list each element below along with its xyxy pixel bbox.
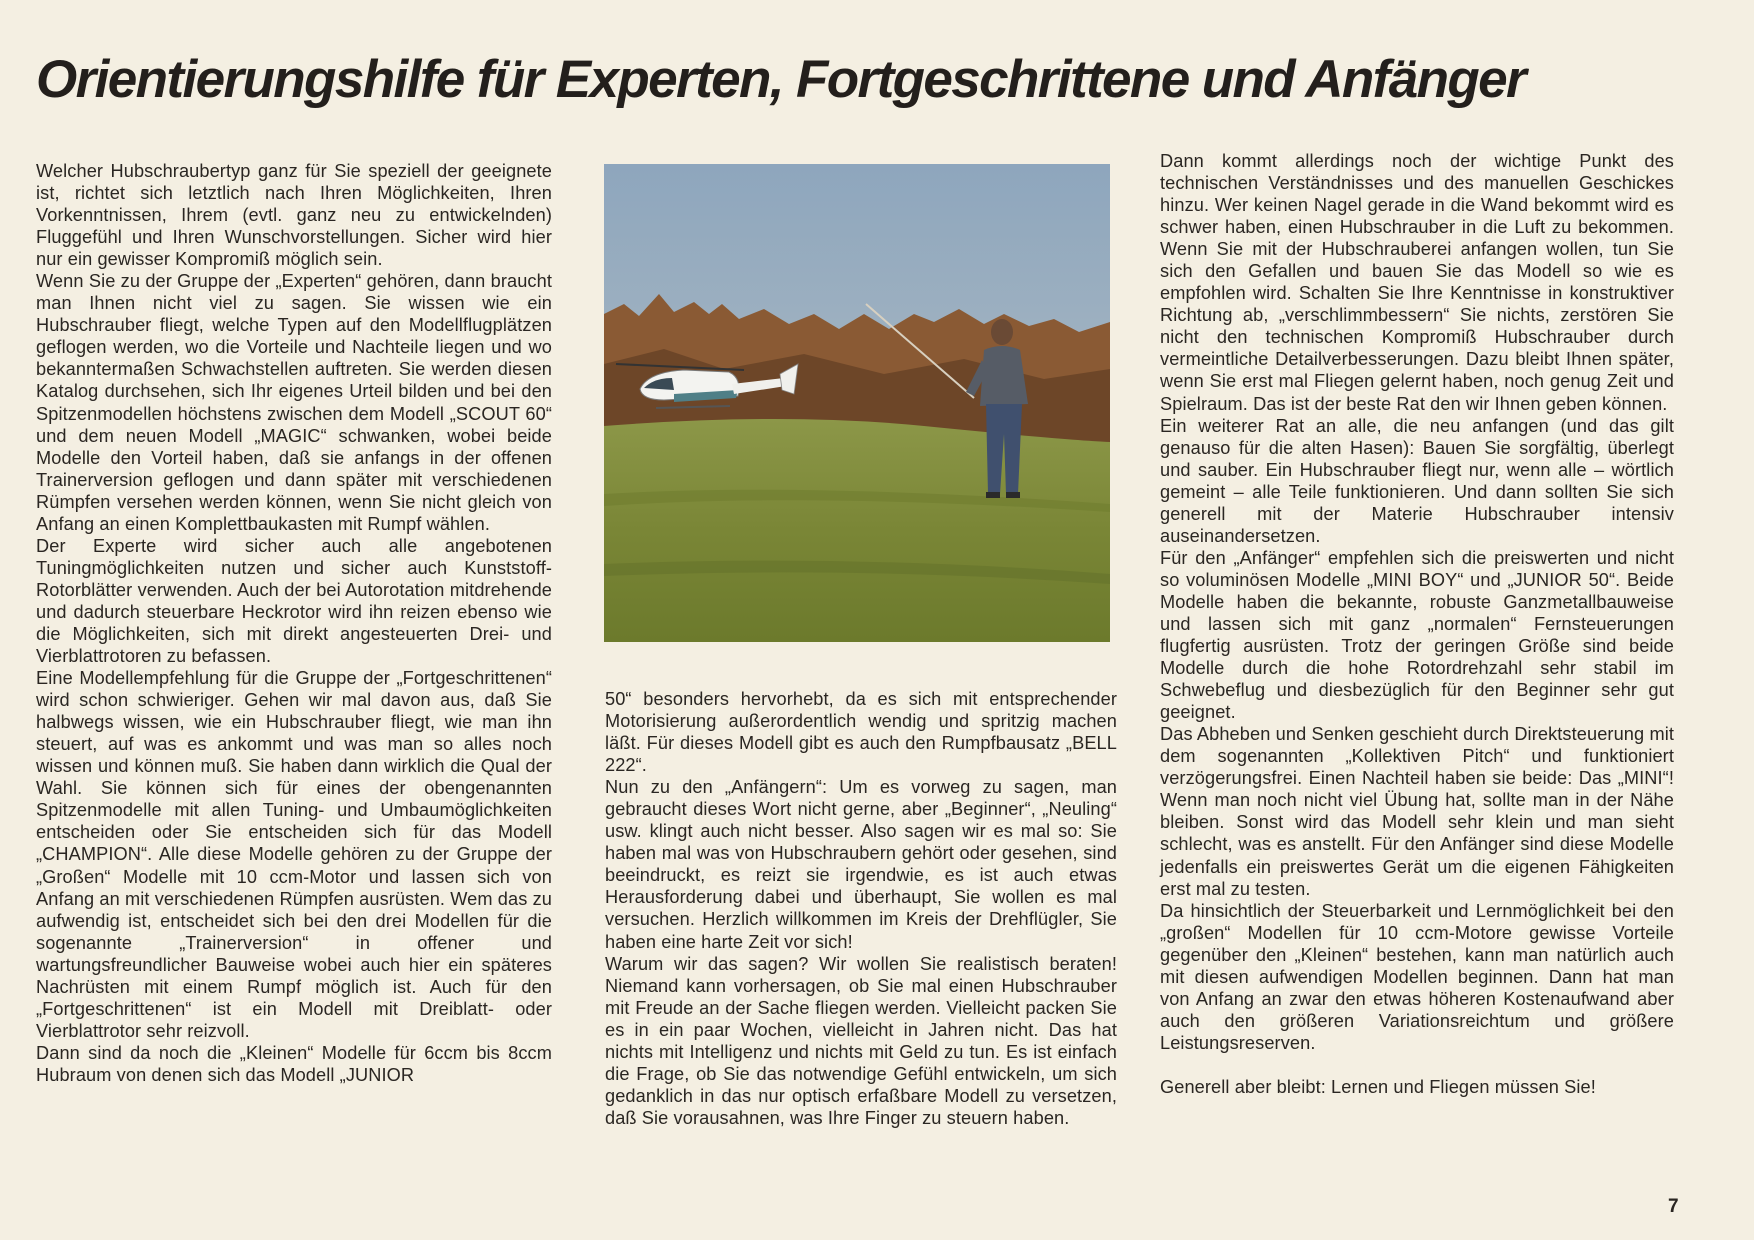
- text-column-3: [1160, 150, 1674, 1098]
- paragraph: 50“ besonders hervorhebt, da es sich mit entsprechender Motorisierung außerordentlich wendig und spritzig machen läßt. Für dieses Modell gibt es auch den Rumpfbausatz „BELL 222“.: [605, 689, 1117, 776]
- paragraph: Warum wir das sagen? Wir wollen Sie realistisch beraten! Niemand kann vorhersagen, ob Sie mal einen Hubschrauber mit Freude an der Sache fliegen werden. Vielleicht packen Sie es in ein paar Wochen, vielleicht in Jahren nicht. Das hat nichts mit Intelligenz und nichts mit Geld zu tun. Es ist einfach die Frage, ob Sie das notwendige Gefühl entwickeln, um sich gedanklich in das nur optisch erfaßbare Modell zu versetzen, daß Sie vorausahnen, was Ihre Finger zu steuern haben.: [605, 953, 1117, 1128]
- helicopter-photo: [604, 164, 1110, 642]
- paragraph: Für den „Anfänger“ empfehlen sich die preiswerten und nicht so voluminösen Modelle „MINI BOY“ und „JUNIOR 50“. Beide Modelle haben die bekannte, robuste Ganzmetallbauweise und lassen sich mit ganz „normalen“ Fernsteuerungen flugfertig ausrüsten. Trotz der geringen Größe sind beide Modelle durch die hohe Rotordrehzahl sehr stabil im Schwebeflug und diesbezüglich für den Beginner sehr gut geeignet.: [1160, 547, 1674, 723]
- meadow: [604, 419, 1110, 642]
- photo-illustration: [604, 164, 1110, 642]
- paragraph: Dann sind da noch die „Kleinen“ Modelle für 6ccm bis 8ccm Hubraum von denen sich das Modell „JUNIOR: [36, 1042, 552, 1085]
- closing-sentence: Generell aber bleibt: Lernen und Fliegen müssen Sie!: [1160, 1076, 1596, 1097]
- paragraph: Da hinsichtlich der Steuerbarkeit und Lernmöglichkeit bei den „großen“ Modellen für 10 ccm-Motore gewisse Vorteile gegenüber den „Kleinen“ bestehen, kann man natürlich auch mit diesen aufwendigen Modellen beginnen. Dann hat man von Anfang an zwar den etwas höheren Kostenaufwand aber auch den größeren Variationsreichtum und größere Leistungsreserven.: [1160, 900, 1674, 1053]
- paragraph: Der Experte wird sicher auch alle angebotenen Tuningmöglichkeiten nutzen und sicher auch Kunststoff-Rotorblätter verwenden. Auch der bei Autorotation mitdrehende und dadurch steuerbare Heckrotor wird ihn reizen ebenso wie die Möglichkeiten, sich mit direkt angesteuerten Drei- und Vierblattrotoren zu befassen.: [36, 535, 552, 667]
- page-title: Orientierungshilfe für Experten, Fortgeschrittene und Anfänger: [36, 50, 1526, 109]
- paragraph: Welcher Hubschraubertyp ganz für Sie speziell der geeignete ist, richtet sich letztlich nach Ihren Möglichkeiten, Ihren Vorkenntnissen, Ihrem (evtl. ganz neu zu entwickelnden) Fluggefühl und Ihren Wunschvorstellungen. Sicher wird hier nur ein gewisser Kompromiß möglich sein.: [36, 161, 552, 270]
- text-column-1: [36, 160, 552, 1086]
- paragraph: Nun zu den „Anfängern“: Um es vorweg zu sagen, man gebraucht dieses Wort nicht gerne, aber „Beginner“, „Neuling“ usw. klingt auch nicht besser. Also sagen wir es mal so: Sie haben mal was von Hubschraubern gehört oder gesehen, sind beeindruckt, es reizt sie irgendwie, es ist auch etwas Herausforderung dabei und überhaupt, Sie wollen es mal versuchen. Herzlich willkommen im Kreis der Drehflügler, Sie haben eine harte Zeit vor sich!: [605, 777, 1117, 952]
- text-column-2: [605, 688, 1117, 1129]
- paragraph: Wenn Sie zu der Gruppe der „Experten“ gehören, dann braucht man Ihnen nicht viel zu sagen. Sie wissen wie ein Hubschrauber fliegt, welche Typen auf den Modellflugplätzen geflogen werden, wo die Vorteile und Nachteile liegen und wo bekanntermaßen Schwachstellen auftreten. Sie werden diesen Katalog durchsehen, sich Ihr eigenes Urteil bilden und bei den Spitzenmodellen höchstens zwischen dem Modell „SCOUT 60“ und dem neuen Modell „MAGIC“ schwanken, wobei beide Modelle den Vorteil haben, daß sie anfangs in der offenen Trainerversion geflogen und dann später mit verschiedenen Rümpfen versehen werden können, wenn Sie nicht gleich von Anfang an einen Komplettbaukasten mit Rumpf wählen.: [36, 271, 552, 534]
- page-number: 7: [1668, 1196, 1679, 1217]
- paragraph: Das Abheben und Senken geschieht durch Direktsteuerung mit dem sogenannten „Kollektiven Pitch“ und funktioniert verzögerungsfrei. Einen Nachteil haben sie beide: Das „MINI“! Wenn man noch nicht viel Übung hat, sollte man in der Nähe bleiben. Sonst wird das Modell sehr klein und man sieht schlecht, was es anstellt. Für den Anfänger sind diese Modelle jedenfalls ein preiswertes Gerät um die eigenen Fähigkeiten erst mal zu testen.: [1160, 724, 1674, 899]
- paragraph: Ein weiterer Rat an alle, die neu anfangen (und das gilt genauso für die alten Hasen): Bauen Sie sorgfältig, überlegt und sauber. Ein Hubschrauber fliegt nur, wenn alle – wörtlich gemeint – alle Teile funktionieren. Und dann sollten Sie sich generell mit der Materie Hubschrauber intensiv auseinandersetzen.: [1160, 415, 1674, 546]
- paragraph: Dann kommt allerdings noch der wichtige Punkt des technischen Verständnisses und des manuellen Geschickes hinzu. Wer keinen Nagel gerade in die Wand bekommt wird es schwer haben, einen Hubschrauber in die Luft zu bekommen. Wenn Sie mit der Hubschrauberei anfangen wollen, tun Sie sich den Gefallen und bauen Sie das Modell so wie es empfohlen wird. Schalten Sie Ihre Kenntnisse in konstruktiver Richtung ab, „verschlimmbessern“ Sie nichts, zerstören Sie nicht den technischen Kompromiß Hubschrauber durch vermeintliche Detailverbesserungen. Dazu bleibt Ihnen später, wenn Sie erst mal Fliegen gelernt haben, noch genug Zeit und Spielraum. Das ist der beste Rat den wir Ihnen geben können.: [1160, 151, 1674, 414]
- paragraph: Eine Modellempfehlung für die Gruppe der „Fortgeschrittenen“ wird schon schwieriger. Gehen wir mal davon aus, daß Sie halbwegs wissen, wie ein Hubschrauber fliegt, wie man ihn steuert, auf was es ankommt und was man so alles noch wissen und können muß. Sie haben dann wirklich die Qual der Wahl. Sie können sich für eines der obengenannten Spitzenmodelle mit allen Tuning- und Umbaumöglichkeiten entscheiden oder Sie entscheiden sich für das Modell „CHAMPION“. Alle diese Modelle gehören zu der Gruppe der „Großen“ Modelle mit 10 ccm-Motor und lassen sich von Anfang an mit verschiedenen Rümpfen ausrüsten. Wem das zu aufwendig ist, entscheidet sich bei den drei Modellen für die sogenannte „Trainerversion“ in offener und wartungsfreundlicher Bauweise wobei auch hier ein späteres Nachrüsten mit einem Rumpf möglich ist. Auch für den „Fortgeschrittenen“ ist ein Modell mit Dreiblatt- oder Vierblattrotor sehr reizvoll.: [36, 668, 552, 1041]
